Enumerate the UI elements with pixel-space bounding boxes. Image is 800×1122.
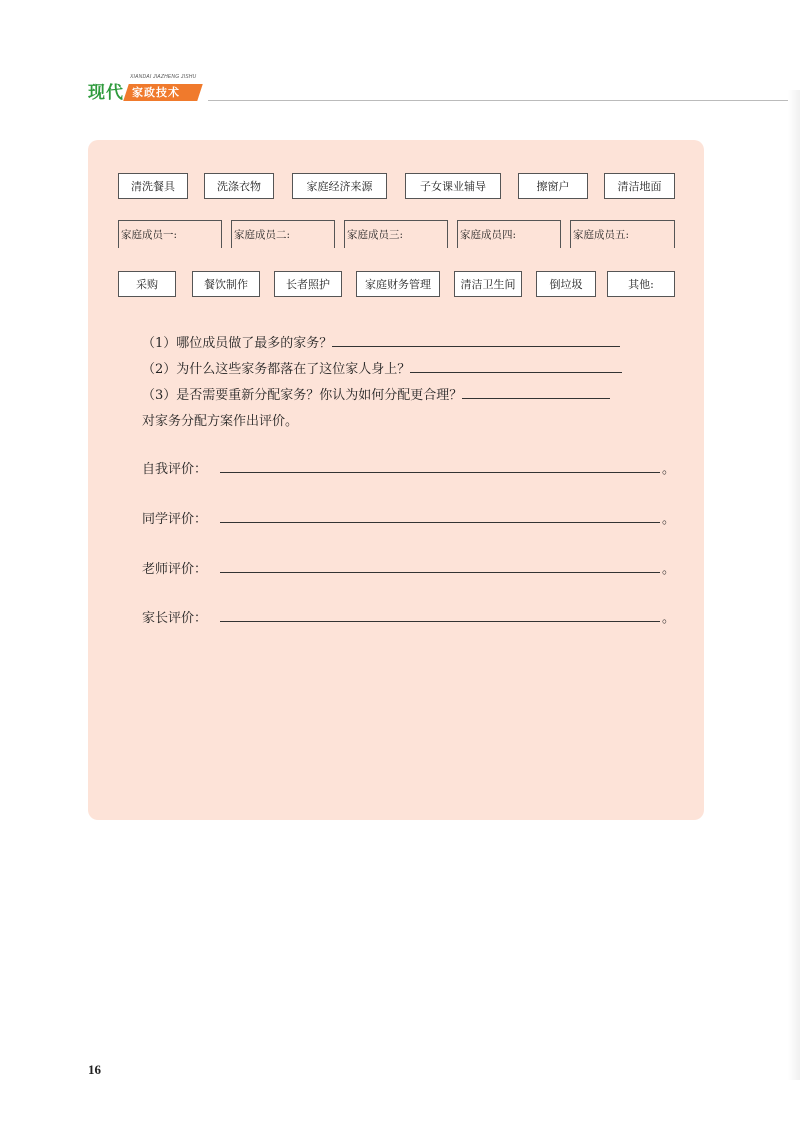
chore-tag-other: 其他: [607,271,675,297]
eval-end-mark: 。 [662,512,676,527]
logo-main-text: 现代 [88,83,124,103]
question-text: （3）是否需要重新分配家务？你认为如何分配更合理？ [142,388,463,403]
chore-tag: 洗涤衣物 [204,173,274,199]
family-member-slot: 家庭成员二: [231,220,335,248]
eval-answer-line[interactable] [220,472,660,473]
chore-tag: 擦窗户 [518,173,588,199]
chore-tag: 清洁地面 [604,173,675,199]
evaluation-instruction: 对家务分配方案作出评价。 [142,414,299,429]
eval-answer-line[interactable] [220,621,660,622]
eval-label: 老师评价： [142,562,208,577]
answer-line[interactable] [462,384,610,399]
chore-tag: 清洁卫生间 [454,271,522,297]
family-member-slot: 家庭成员四: [457,220,561,248]
parent-evaluation [142,607,676,626]
family-member-slot: 家庭成员五: [570,220,675,248]
right-edge-decoration [788,90,800,1080]
family-member-slot: 家庭成员一: [118,220,222,248]
chore-tag: 倒垃圾 [536,271,596,297]
teacher-evaluation [142,558,676,577]
eval-label: 家长评价： [142,611,208,626]
question-2 [142,358,622,377]
eval-answer-line[interactable] [220,572,660,573]
logo-tag-text: 家政技术 [132,86,180,99]
chore-tag: 清洗餐具 [118,173,188,199]
eval-end-mark: 。 [662,462,676,477]
header-rule [208,100,788,101]
answer-line[interactable] [410,358,622,373]
eval-answer-line[interactable] [220,522,660,523]
question-3 [142,384,610,403]
eval-label: 自我评价： [142,462,208,477]
family-member-slot: 家庭成员三: [344,220,448,248]
logo-pinyin: XIANDAI JIAZHENG JISHU [130,74,197,80]
chore-tag: 子女课业辅导 [405,173,501,199]
chore-tag: 长者照护 [274,271,342,297]
eval-end-mark: 。 [662,562,676,577]
chore-tag: 家庭经济来源 [292,173,387,199]
eval-end-mark: 。 [662,611,676,626]
classmate-evaluation [142,508,676,527]
question-text: （2）为什么这些家务都落在了这位家人身上？ [142,362,411,377]
chore-tag: 餐饮制作 [192,271,260,297]
eval-label: 同学评价： [142,512,208,527]
question-1 [142,332,620,351]
page-number: 16 [88,1062,101,1077]
chore-tag: 采购 [118,271,176,297]
answer-line[interactable] [332,332,620,347]
self-evaluation [142,458,676,477]
chore-tag: 家庭财务管理 [356,271,440,297]
page-header [88,74,788,104]
question-text: （1）哪位成员做了最多的家务？ [142,336,333,351]
